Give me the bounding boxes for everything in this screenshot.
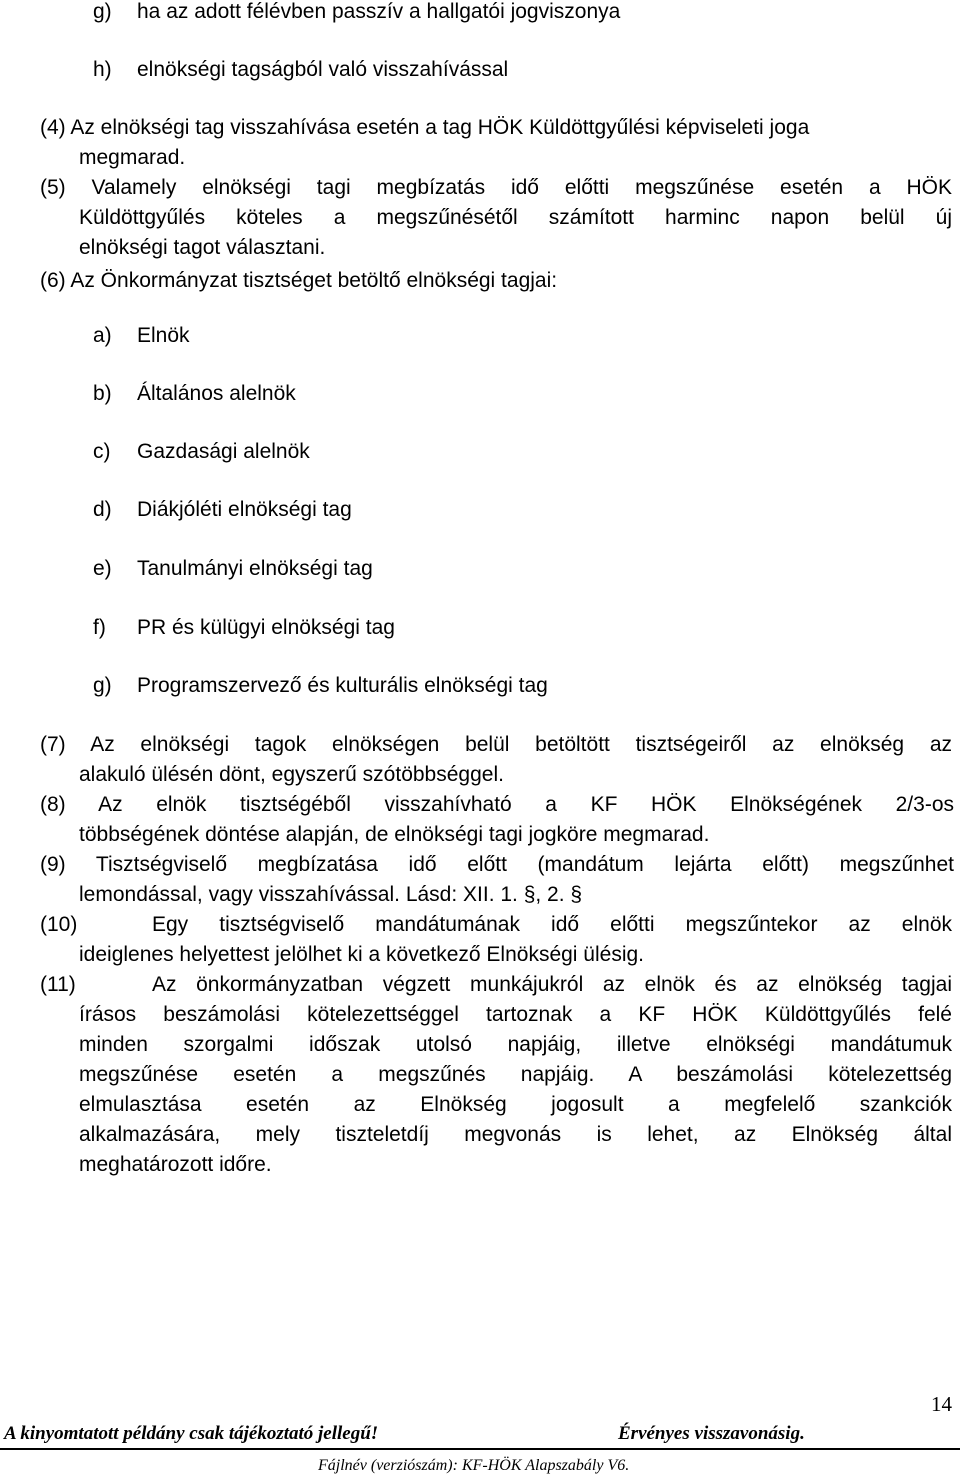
list-text: Diákjóléti elnökségi tag [137,498,352,521]
paragraph-6-intro: (6) Az Önkormányzat tisztséget betöltő elnökségi tagjai: [40,269,558,292]
list-text: PR és külügyi elnökségi tag [137,616,395,639]
footer-validity-notice: Érvényes visszavonásig. [618,1423,805,1444]
paragraph-5-line-2: Küldöttgyűlés köteles a megszűnésétől számított harminc napon belül új [79,206,952,229]
officer-item-f [93,613,395,643]
list-label: f) [93,616,106,639]
list-text: Gazdasági alelnök [137,440,310,463]
list-text: Programszervező és kulturális elnökségi tag [137,674,548,697]
list-label: e) [93,557,112,580]
paragraph-10-number: (10) [40,913,78,936]
list-text: Általános alelnök [137,382,296,405]
officer-item-d [93,495,352,525]
list-text: Tanulmányi elnökségi tag [137,557,373,580]
officer-item-b [93,379,296,409]
list-label: g) [93,0,112,23]
paragraph-10-line-2: ideiglenes helyettest jelölhet ki a következő Elnökségi ülésig. [79,943,645,966]
list-label: h) [93,58,112,81]
list-label: b) [93,382,112,405]
list-item-h-top [93,55,508,85]
list-label: a) [93,324,112,347]
paragraph-11-number: (11) [40,973,76,996]
paragraph-11-line-3: minden szorgalmi időszak utolsó napjáig, illetve elnökségi mandátumuk [79,1033,952,1056]
officer-item-a [93,321,190,351]
officer-item-c [93,437,310,467]
paragraph-9-line-2: lemondással, vagy visszahívással. Lásd: XII. 1. §, 2. § [79,883,583,906]
paragraph-11-line-2: írásos beszámolási kötelezettséggel tartoznak a KF HÖK Küldöttgyűlés felé [79,1003,952,1026]
page-number: 14 [931,1392,952,1416]
officer-item-e [93,554,373,584]
paragraph-9-line-1: (9) Tisztségviselő megbízatása idő előtt (mandátum lejárta előtt) megszűnhet [40,853,954,876]
paragraph-10-line-1: Egy tisztségviselő mandátumának idő előtti megszűntekor az elnök [152,913,952,936]
list-text: elnökségi tagságból való visszahívással [137,58,509,81]
paragraph-8-line-2: többségének döntése alapján, de elnökségi tagi jogköre megmarad. [79,823,710,846]
footer-divider [0,1448,960,1450]
footer-file-name: Fájlnév (verziószám): KF-HÖK Alapszabály V6. [318,1457,630,1474]
paragraph-7-line-1: (7) Az elnökségi tagok elnökségen belül betöltött tisztségeiről az elnökség az [40,733,952,756]
list-label: g) [93,674,112,697]
paragraph-11-line-1: Az önkormányzatban végzett munkájukról az elnök és az elnökség tagjai [152,973,952,996]
list-label: c) [93,440,111,463]
paragraph-5-line-1: (5) Valamely elnökségi tagi megbízatás idő előtti megszűnése esetén a HÖK [40,176,952,199]
list-item-g-top [93,0,620,27]
paragraph-4-line-1: (4) Az elnökségi tag visszahívása esetén a tag HÖK Küldöttgyűlési képviseleti joga [40,116,810,139]
officer-item-g [93,671,548,701]
paragraph-7-line-2: alakuló ülésén dönt, egyszerű szótöbbséggel. [79,763,504,786]
list-label: d) [93,498,112,521]
list-text: ha az adott félévben passzív a hallgatói jogviszonya [137,0,621,23]
paragraph-8-line-1: (8) Az elnök tisztségéből visszahívható a KF HÖK Elnökségének 2/3-os [40,793,954,816]
paragraph-5-line-3: elnökségi tagot választani. [79,236,326,259]
paragraph-11-line-7: meghatározott időre. [79,1153,272,1176]
paragraph-4-line-2: megmarad. [79,146,186,169]
paragraph-11-line-5: elmulasztása esetén az Elnökség jogosult a megfelelő szankciók [79,1093,952,1116]
paragraph-11-line-6: alkalmazására, mely tiszteletdíj megvonás is lehet, az Elnökség által [79,1123,952,1146]
footer-print-notice: A kinyomtatott példány csak tájékoztató jellegű! [4,1423,379,1444]
paragraph-11-line-4: megszűnése esetén a megszűnés napjáig. A beszámolási kötelezettség [79,1063,952,1086]
list-text: Elnök [137,324,190,347]
